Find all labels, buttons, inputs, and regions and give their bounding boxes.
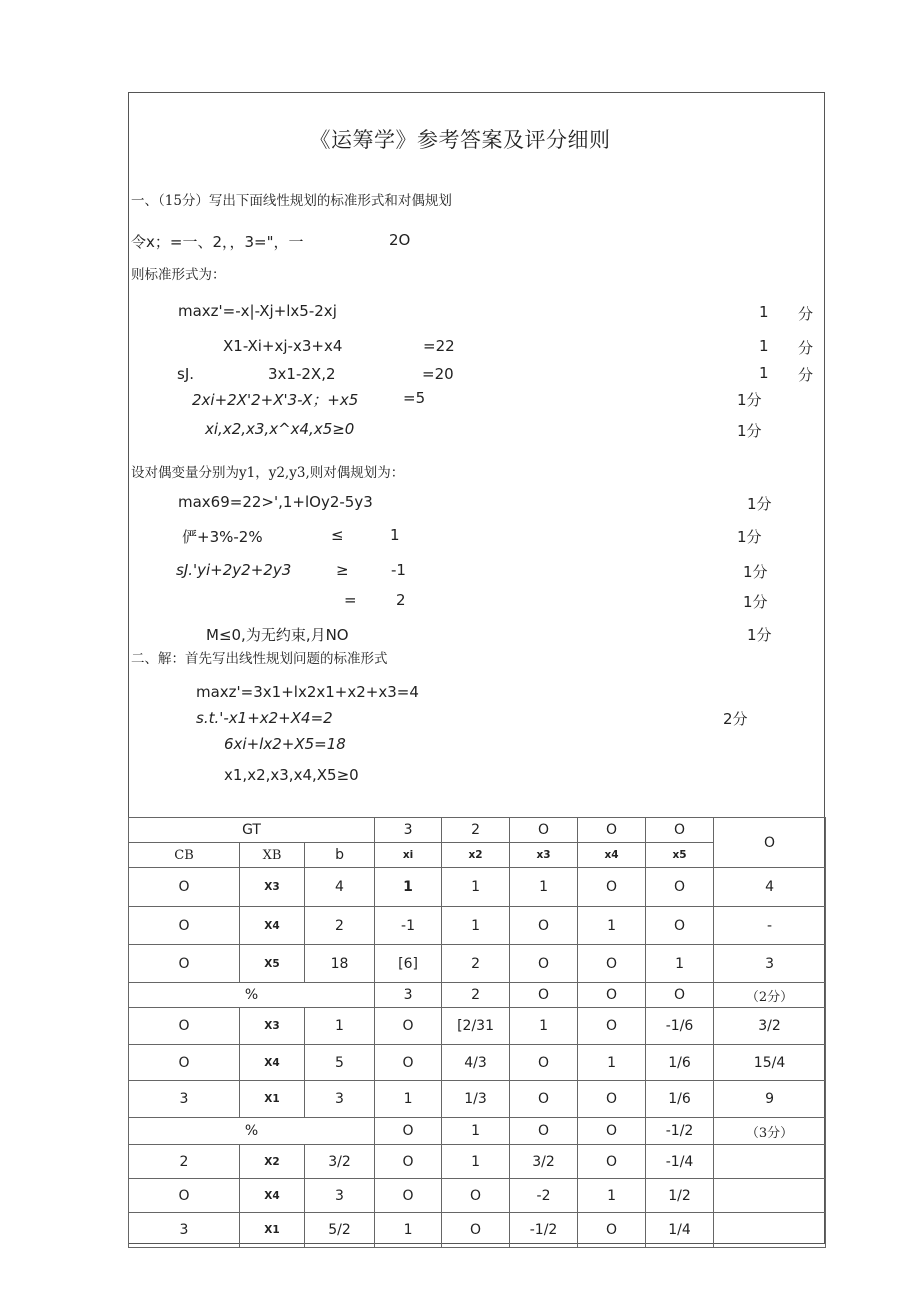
cell bbox=[714, 1213, 826, 1248]
q1-dual-3-op: = bbox=[344, 591, 357, 609]
table-row bbox=[129, 868, 826, 907]
cell: O bbox=[442, 1213, 510, 1248]
q1-constraint-3-rhs: =5 bbox=[403, 389, 426, 407]
header-cj-5: O bbox=[646, 818, 714, 843]
cell: 1/4 bbox=[646, 1213, 714, 1248]
cell: 15/4 bbox=[714, 1045, 826, 1081]
cell: 3/2 bbox=[305, 1145, 375, 1179]
cell: 1 bbox=[375, 1213, 442, 1248]
page-title: 《运筹学》参考答案及评分细则 bbox=[309, 128, 611, 152]
cell: X2 bbox=[240, 1145, 305, 1179]
cell: O bbox=[375, 1145, 442, 1179]
q1-score-dual-3: 1分 bbox=[743, 593, 768, 611]
cell: O bbox=[442, 1179, 510, 1213]
reduced-cost-row bbox=[129, 1118, 826, 1145]
cell: 1 bbox=[578, 907, 646, 945]
cell: 3/2 bbox=[714, 1008, 826, 1045]
cell bbox=[714, 1145, 826, 1179]
cell: 4 bbox=[714, 868, 826, 907]
cell: 1 bbox=[375, 1081, 442, 1118]
q1-substitution-tail: 2O bbox=[389, 231, 411, 249]
q1-score-dual-2: 1分 bbox=[743, 563, 768, 581]
table-row bbox=[129, 907, 826, 945]
cell: O bbox=[375, 1179, 442, 1213]
cell: O bbox=[578, 983, 646, 1008]
cell: 9 bbox=[714, 1081, 826, 1118]
q1-dual-2-op: ≥ bbox=[336, 561, 349, 579]
q1-constraint-2-rhs: =20 bbox=[422, 365, 454, 383]
q2-nonnegativity: x1,x2,x3,x4,X5≥0 bbox=[224, 766, 359, 784]
q1-constraint-1-rhs: =22 bbox=[423, 337, 455, 355]
cell: 3 bbox=[305, 1081, 375, 1118]
cell: 1 bbox=[442, 1145, 510, 1179]
q1-dual-sign: M≤0,为无约束,月NO bbox=[206, 626, 349, 644]
score-cell: （2分） bbox=[714, 983, 826, 1008]
sigma-label: % bbox=[129, 1118, 375, 1145]
q1-score-objective-unit: 分 bbox=[798, 305, 814, 323]
q1-score-c2: 1 bbox=[759, 364, 769, 382]
cell: 3 bbox=[305, 1179, 375, 1213]
cell: 1 bbox=[510, 1008, 578, 1045]
q1-score-dual-sign: 1分 bbox=[747, 626, 772, 644]
q1-dual-2-lhs: sJ.'yi+2y2+2y3 bbox=[176, 561, 292, 579]
header-cb: CB bbox=[129, 843, 240, 868]
q1-constraint-3-lhs: 2xi+2X'2+X'3-X；+x5 bbox=[192, 391, 359, 409]
cell: 5/2 bbox=[305, 1213, 375, 1248]
table-row bbox=[129, 1213, 826, 1248]
header-theta: O bbox=[714, 818, 826, 868]
cell: - bbox=[714, 907, 826, 945]
cell: 4 bbox=[305, 868, 375, 907]
cell: O bbox=[578, 1118, 646, 1145]
q2-heading: 二、解：首先写出线性规划问题的标准形式 bbox=[131, 651, 388, 667]
cell: 1 bbox=[646, 945, 714, 983]
cell: -1/4 bbox=[646, 1145, 714, 1179]
cell: 1 bbox=[510, 868, 578, 907]
cell: O bbox=[129, 1008, 240, 1045]
cell: O bbox=[578, 1008, 646, 1045]
cell: 1 bbox=[442, 907, 510, 945]
cell: O bbox=[129, 945, 240, 983]
header-x2: x2 bbox=[442, 843, 510, 868]
reduced-cost-row bbox=[129, 983, 826, 1008]
pivot-cell: [2/31 bbox=[442, 1008, 510, 1045]
cell: 18 bbox=[305, 945, 375, 983]
cell: 2 bbox=[442, 945, 510, 983]
q1-constraint-1-lhs: X1-Xi+xj-x3+x4 bbox=[223, 337, 343, 355]
table-row bbox=[129, 1045, 826, 1081]
cell: -1/2 bbox=[510, 1213, 578, 1248]
q1-constraint-2-lhs: 3x1-2X,2 bbox=[268, 365, 336, 383]
cell: 1/2 bbox=[646, 1179, 714, 1213]
q1-standard-intro: 则标准形式为： bbox=[131, 267, 226, 283]
q1-dual-1-op: ≤ bbox=[331, 526, 344, 544]
cell: O bbox=[510, 1118, 578, 1145]
cell: X4 bbox=[240, 907, 305, 945]
table-row bbox=[129, 1081, 826, 1118]
cell: 1 bbox=[442, 868, 510, 907]
q2-objective: maxz'=3x1+lx2x1+x2+x3=4 bbox=[196, 683, 419, 701]
cell: 1 bbox=[305, 1008, 375, 1045]
header-x3: x3 bbox=[510, 843, 578, 868]
cell: O bbox=[510, 983, 578, 1008]
header-cj-4: O bbox=[578, 818, 646, 843]
cell: O bbox=[578, 945, 646, 983]
q1-score-c4: 1分 bbox=[737, 422, 762, 440]
cell: -1/6 bbox=[646, 1008, 714, 1045]
header-xb: XB bbox=[240, 843, 305, 868]
cell: -2 bbox=[510, 1179, 578, 1213]
cell: O bbox=[578, 868, 646, 907]
cell: 3 bbox=[375, 983, 442, 1008]
cell: -1/2 bbox=[646, 1118, 714, 1145]
q1-score-c1-unit: 分 bbox=[798, 339, 814, 357]
cell: 2 bbox=[129, 1145, 240, 1179]
cell: 2 bbox=[442, 983, 510, 1008]
cell: 3 bbox=[129, 1081, 240, 1118]
header-x4: x4 bbox=[578, 843, 646, 868]
cell: X4 bbox=[240, 1045, 305, 1081]
cell: X3 bbox=[240, 868, 305, 907]
cell: X4 bbox=[240, 1179, 305, 1213]
cell: 3/2 bbox=[510, 1145, 578, 1179]
q1-score-objective: 1 bbox=[759, 303, 769, 321]
q2-score: 2分 bbox=[723, 710, 748, 728]
cell: -1 bbox=[375, 907, 442, 945]
pivot-cell: [6] bbox=[375, 945, 442, 983]
header-cj-1: 3 bbox=[375, 818, 442, 843]
q1-nonnegativity: xi,x2,x3,x^x4,x5≥0 bbox=[205, 420, 355, 438]
cell: X5 bbox=[240, 945, 305, 983]
cell: 5 bbox=[305, 1045, 375, 1081]
cell: O bbox=[510, 1045, 578, 1081]
table-row bbox=[129, 1179, 826, 1213]
cell: O bbox=[129, 907, 240, 945]
cell: O bbox=[129, 1179, 240, 1213]
cell: O bbox=[129, 1045, 240, 1081]
cell: 1/3 bbox=[442, 1081, 510, 1118]
cell bbox=[714, 1179, 826, 1213]
q1-substitution: 令x；=一、2，，3="，一 bbox=[131, 233, 304, 251]
header-cj-2: 2 bbox=[442, 818, 510, 843]
cell: 4/3 bbox=[442, 1045, 510, 1081]
q1-st-label: sJ. bbox=[177, 365, 195, 383]
cell: 1/6 bbox=[646, 1045, 714, 1081]
table-header-row bbox=[129, 818, 826, 843]
cell: O bbox=[578, 1081, 646, 1118]
cell: 1/6 bbox=[646, 1081, 714, 1118]
score-cell: （3分） bbox=[714, 1118, 826, 1145]
q2-constraint-1: s.t.'-x1+x2+X4=2 bbox=[196, 709, 333, 727]
cell: 3 bbox=[129, 1213, 240, 1248]
cell: O bbox=[375, 1118, 442, 1145]
q1-dual-objective: max69=22>',1+lOy2-5y3 bbox=[178, 493, 373, 511]
q1-score-dual-1: 1分 bbox=[737, 528, 762, 546]
header-b: b bbox=[305, 843, 375, 868]
cell: 3 bbox=[714, 945, 826, 983]
cell: O bbox=[375, 1045, 442, 1081]
cell: 1 bbox=[578, 1045, 646, 1081]
header-x5: x5 bbox=[646, 843, 714, 868]
cell: O bbox=[510, 907, 578, 945]
cell: X1 bbox=[240, 1213, 305, 1248]
cell: 1 bbox=[442, 1118, 510, 1145]
q1-dual-1-rhs: 1 bbox=[390, 526, 400, 544]
table-row bbox=[129, 1145, 826, 1179]
q1-dual-3-rhs: 2 bbox=[396, 591, 406, 609]
cell: O bbox=[578, 1145, 646, 1179]
cell: 1 bbox=[375, 868, 442, 907]
header-cj-label: GT bbox=[129, 818, 375, 843]
table-row bbox=[129, 945, 826, 983]
cell: O bbox=[375, 1008, 442, 1045]
simplex-table bbox=[128, 817, 826, 1248]
q1-heading: 一、（15分）写出下面线性规划的标准形式和对偶规划 bbox=[131, 193, 452, 209]
q1-dual-intro: 设对偶变量分别为y1，y2,y3,则对偶规划为： bbox=[131, 465, 405, 481]
sigma-label: % bbox=[129, 983, 375, 1008]
cell: O bbox=[510, 945, 578, 983]
q1-dual-1-lhs: 俨+3%-2% bbox=[182, 528, 263, 546]
cell: O bbox=[646, 907, 714, 945]
q1-score-c2-unit: 分 bbox=[798, 366, 814, 384]
q1-score-c1: 1 bbox=[759, 337, 769, 355]
q1-objective: maxz'=-x|-Xj+lx5-2xj bbox=[178, 302, 337, 320]
header-x1: xi bbox=[375, 843, 442, 868]
cell: X3 bbox=[240, 1008, 305, 1045]
q1-score-dual-objective: 1分 bbox=[747, 495, 772, 513]
cell: 1 bbox=[578, 1179, 646, 1213]
cell: O bbox=[129, 868, 240, 907]
table-row bbox=[129, 1008, 826, 1045]
cell: O bbox=[578, 1213, 646, 1248]
cell: O bbox=[510, 1081, 578, 1118]
cell: O bbox=[646, 868, 714, 907]
cell: 2 bbox=[305, 907, 375, 945]
q1-dual-2-rhs: -1 bbox=[391, 561, 406, 579]
q1-score-c3: 1分 bbox=[737, 391, 762, 409]
cell: X1 bbox=[240, 1081, 305, 1118]
cell: O bbox=[646, 983, 714, 1008]
header-cj-3: O bbox=[510, 818, 578, 843]
q2-constraint-2: 6xi+lx2+X5=18 bbox=[224, 735, 346, 753]
